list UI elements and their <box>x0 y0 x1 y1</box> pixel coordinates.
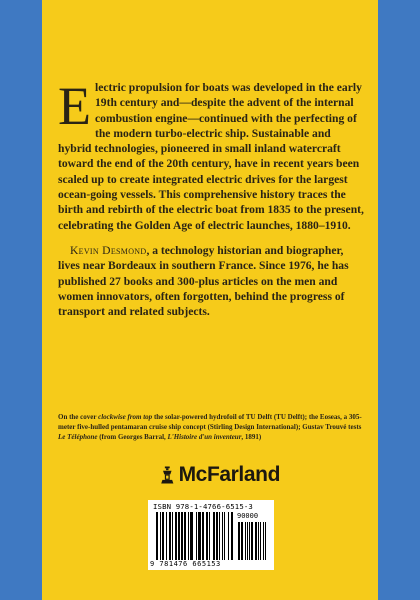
isbn-barcode <box>148 500 274 570</box>
description-paragraph <box>58 76 364 233</box>
author-bio: , a technology historian and biographer, lives near Bordeaux in southern France. Since 1976, he has published 27 books and 300-plus articles on the men and women innovators, often forgotten, behind the progress of transport and related subjects. <box>58 243 349 319</box>
publisher-logo <box>160 458 280 492</box>
cover-credits <box>58 412 363 442</box>
credits-lead: On the cover <box>58 413 99 421</box>
author-paragraph <box>58 243 364 319</box>
author-name: Kevin Desmond <box>70 243 147 257</box>
credits-text-3: , 1891) <box>241 433 262 441</box>
lamp-mark-icon <box>160 460 175 490</box>
publisher-name: McFarland <box>178 463 280 486</box>
back-cover-blurb <box>58 76 364 319</box>
credits-lead-italic: clockwise from top <box>98 413 153 421</box>
barcode-addon: 90000 <box>237 512 259 520</box>
description-text: lectric propulsion for boats was developed in the early 19th century and—despite the advent of the internal combustion engine—continued with the perfecting of the modern turbo-electric ship. Sustainable and hybrid technologies, pioneered in small inland watercraft toward the end of the 20th century, have in recent years been scaled up to create integrated electric drives for the largest ocean-going vessels. This comprehensive history traces the birth and rebirth of the electric boat from 1835 to the present, celebrating the Golden Age of electric launches, 1880–1910. <box>58 81 364 232</box>
credits-title-2: L'Histoire d'un inventeur <box>167 433 242 441</box>
credits-title-1: Le Téléphone <box>58 433 98 441</box>
isbn-label: ISBN 978-1-4766-6515-3 <box>153 502 253 511</box>
credits-text-1: the solar-powered hydrofoil of TU Delft (TU Delft); the Eoseas, a 305-meter five-hulled pentamaran cruise ship concept (Stirling Design International); Gustav Trouvé tests <box>58 413 362 431</box>
drop-cap: E <box>58 76 91 136</box>
credits-text-2: (from Georges Barral, <box>97 433 168 441</box>
barcode-digits: 9 781476 665153 <box>150 560 221 568</box>
